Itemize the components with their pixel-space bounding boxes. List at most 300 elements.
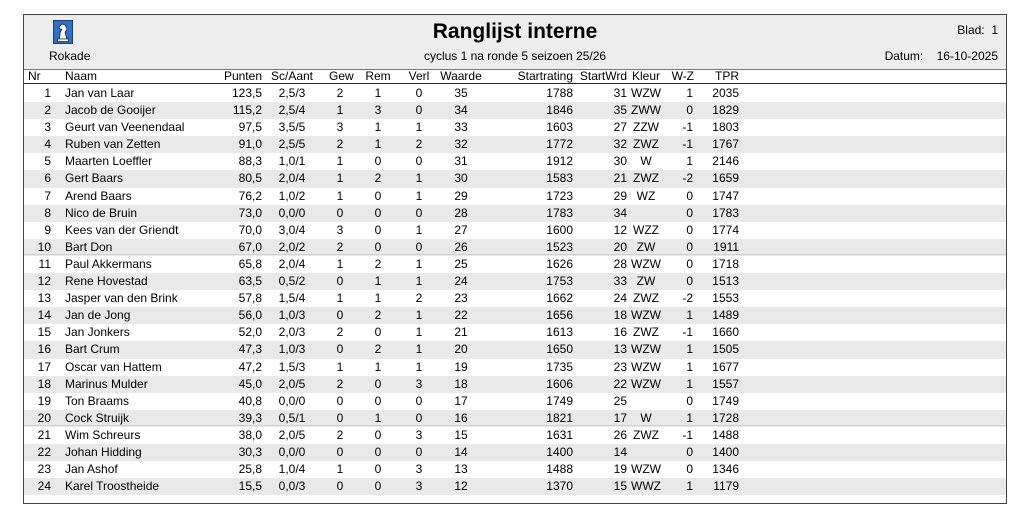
cell-naam: Nico de Bruin [65, 205, 138, 220]
cell-w-z: 0 [686, 444, 693, 459]
cell-kleur: WZW [631, 342, 661, 357]
table-row [24, 461, 1006, 478]
cell-kleur: ZWW [631, 103, 661, 118]
cell-kleur: W [640, 410, 652, 425]
cell-waarde: 17 [454, 393, 468, 408]
cell-rem: 0 [374, 462, 382, 477]
cell-sc-aant: 0,0/3 [278, 479, 306, 494]
cell-gew: 0 [336, 342, 344, 357]
column-header-rem: Rem [365, 69, 391, 83]
cell-verl: 3 [415, 479, 423, 494]
table-row [24, 239, 1006, 256]
cell-rem: 2 [374, 256, 382, 271]
cell-gew: 2 [336, 86, 344, 100]
cell-punten: 80,5 [238, 171, 262, 186]
cell-w-z: -1 [682, 427, 693, 442]
table-row [24, 273, 1006, 290]
cell-kleur: WZW [631, 308, 661, 323]
cell-gew: 1 [336, 103, 344, 118]
cell-verl: 1 [415, 171, 423, 186]
cell-w-z: 1 [686, 410, 693, 425]
cell-kleur: WZW [631, 86, 661, 100]
report-date-label: Datum: [884, 49, 924, 63]
cell-nr: 8 [44, 205, 51, 220]
cell-sc-aant: 2,0/3 [278, 325, 306, 340]
cell-tpr: 2035 [712, 86, 739, 100]
column-header-gew: Gew [329, 69, 354, 83]
cell-tpr: 1718 [712, 256, 739, 271]
cell-kleur: ZWZ [633, 427, 659, 442]
cell-verl: 2 [415, 291, 423, 306]
cell-tpr: 1728 [712, 410, 739, 425]
cell-waarde: 22 [454, 308, 468, 323]
table-row [24, 136, 1006, 153]
cell-gew: 0 [336, 393, 344, 408]
column-header-startwrd: StartWrd [579, 69, 627, 83]
cell-startrating: 1606 [546, 376, 573, 391]
cell-punten: 123,5 [231, 86, 262, 100]
cell-gew: 2 [336, 376, 344, 391]
table-row [24, 324, 1006, 341]
cell-kleur: WZW [631, 462, 661, 477]
cell-punten: 91,0 [238, 137, 262, 152]
cell-punten: 47,2 [238, 359, 262, 374]
cell-waarde: 28 [454, 205, 468, 220]
cell-naam: Arend Baars [65, 188, 132, 203]
table-row [24, 359, 1006, 376]
cell-sc-aant: 0,0/0 [278, 444, 306, 459]
table-row [24, 410, 1006, 427]
cell-gew: 1 [336, 154, 344, 169]
cell-rem: 1 [374, 359, 382, 374]
cell-verl: 0 [415, 410, 423, 425]
cell-startwrd: 27 [613, 120, 627, 135]
cell-punten: 57,8 [238, 291, 262, 306]
cell-verl: 0 [415, 393, 423, 408]
cell-kleur: ZW [636, 274, 656, 289]
cell-w-z: 1 [686, 308, 693, 323]
cell-startrating: 1753 [546, 274, 573, 289]
cell-gew: 0 [336, 308, 344, 323]
cell-tpr: 1749 [712, 393, 739, 408]
cell-nr: 11 [38, 256, 51, 271]
cell-waarde: 23 [454, 291, 468, 306]
cell-rem: 0 [374, 222, 382, 237]
cell-kleur: WZZ [633, 222, 659, 237]
cell-tpr: 1677 [712, 359, 739, 374]
page-subtitle: cyclus 1 na ronde 5 seizoen 25/26 [423, 49, 607, 63]
table-row [24, 341, 1006, 358]
cell-startwrd: 18 [613, 308, 627, 323]
cell-startrating: 1656 [546, 308, 573, 323]
column-header-nr: Nr [28, 69, 41, 83]
cell-nr: 14 [37, 308, 51, 323]
cell-gew: 3 [336, 120, 344, 135]
cell-naam: Karel Troostheide [65, 479, 160, 494]
cell-sc-aant: 2,5/4 [278, 103, 306, 118]
cell-gew: 2 [336, 325, 344, 340]
cell-nr: 5 [44, 154, 51, 169]
table-row [24, 205, 1006, 222]
cell-sc-aant: 1,5/3 [278, 359, 306, 374]
page-title: Ranglijst interne [432, 20, 598, 43]
cell-nr: 19 [37, 393, 51, 408]
cell-gew: 0 [336, 479, 344, 494]
table-row [24, 290, 1006, 307]
cell-w-z: -2 [682, 291, 693, 306]
cell-waarde: 27 [454, 222, 468, 237]
cell-verl: 3 [415, 427, 423, 442]
cell-waarde: 26 [454, 239, 468, 254]
column-header-tpr: TPR [715, 69, 739, 83]
cell-w-z: 1 [686, 154, 693, 169]
cell-punten: 76,2 [238, 188, 262, 203]
cell-kleur: ZW [636, 239, 656, 254]
cell-startrating: 1650 [546, 342, 573, 357]
cell-naam: Maarten Loeffler [65, 154, 153, 169]
cell-sc-aant: 1,0/3 [278, 308, 306, 323]
cell-nr: 21 [37, 427, 51, 442]
cell-naam: Ruben van Zetten [65, 137, 161, 152]
cell-gew: 2 [336, 427, 344, 442]
cell-verl: 0 [415, 239, 423, 254]
cell-rem: 0 [374, 479, 382, 494]
cell-verl: 0 [415, 154, 423, 169]
cell-sc-aant: 1,5/4 [278, 291, 306, 306]
cell-rem: 1 [374, 274, 382, 289]
table-row [24, 222, 1006, 239]
cell-startrating: 1370 [546, 479, 573, 494]
table-row [24, 170, 1006, 187]
cell-w-z: 0 [686, 222, 693, 237]
cell-kleur: WZ [636, 188, 656, 203]
cell-rem: 0 [374, 154, 382, 169]
cell-waarde: 31 [454, 154, 468, 169]
cell-kleur: ZWZ [633, 171, 659, 186]
cell-tpr: 1179 [713, 479, 739, 494]
cell-verl: 1 [415, 256, 423, 271]
cell-gew: 0 [336, 205, 344, 220]
cell-gew: 1 [336, 188, 344, 203]
cell-waarde: 21 [454, 325, 468, 340]
table-row [24, 85, 1006, 102]
cell-waarde: 14 [454, 444, 468, 459]
cell-sc-aant: 1,0/2 [278, 188, 306, 203]
cell-punten: 47,3 [238, 342, 262, 357]
cell-tpr: 1829 [712, 103, 739, 118]
column-header-row [24, 69, 1006, 84]
cell-w-z: 1 [686, 479, 693, 494]
cell-verl: 1 [415, 325, 423, 340]
club-name: Rokade [49, 49, 91, 63]
cell-naam: Jacob de Gooijer [65, 103, 156, 118]
cell-rem: 0 [374, 393, 382, 408]
cell-startwrd: 21 [613, 171, 627, 186]
cell-tpr: 1803 [712, 120, 739, 135]
cell-startwrd: 25 [613, 393, 627, 408]
cell-waarde: 33 [454, 120, 468, 135]
cell-rem: 1 [374, 120, 382, 135]
cell-nr: 16 [37, 342, 51, 357]
table-row [24, 478, 1006, 495]
cell-startwrd: 24 [613, 291, 627, 306]
table-row [24, 153, 1006, 170]
cell-rem: 2 [374, 308, 382, 323]
table-row [24, 188, 1006, 205]
cell-sc-aant: 2,0/4 [278, 171, 306, 186]
cell-tpr: 1747 [712, 188, 739, 203]
cell-nr: 22 [37, 444, 51, 459]
cell-tpr: 1557 [712, 376, 739, 391]
ranking-table-body [24, 85, 1006, 495]
cell-startwrd: 12 [613, 222, 627, 237]
sheet-header [24, 15, 1006, 70]
column-header-startrating: Startrating [517, 69, 573, 83]
cell-verl: 1 [415, 188, 423, 203]
cell-sc-aant: 1,0/4 [278, 462, 306, 477]
cell-verl: 0 [415, 205, 423, 220]
cell-naam: Paul Akkermans [65, 256, 152, 271]
cell-waarde: 16 [454, 410, 468, 425]
cell-gew: 0 [336, 410, 344, 425]
cell-verl: 3 [415, 376, 423, 391]
cell-waarde: 24 [454, 274, 468, 289]
cell-w-z: 0 [686, 103, 693, 118]
cell-naam: Ton Braams [65, 393, 130, 408]
cell-naam: Jan Jonkers [65, 325, 130, 340]
cell-waarde: 19 [454, 359, 468, 374]
cell-punten: 88,3 [238, 154, 262, 169]
cell-w-z: 0 [686, 256, 693, 271]
cell-tpr: 1488 [712, 427, 739, 442]
cell-waarde: 29 [454, 188, 468, 203]
cell-gew: 2 [336, 239, 344, 254]
table-row [24, 444, 1006, 461]
cell-w-z: 0 [686, 393, 693, 408]
cell-startwrd: 13 [613, 342, 627, 357]
cell-tpr: 1553 [712, 291, 739, 306]
cell-naam: Jan van Laar [65, 86, 135, 100]
cell-startwrd: 31 [613, 86, 627, 100]
cell-w-z: -1 [682, 325, 693, 340]
cell-sc-aant: 2,0/5 [278, 427, 306, 442]
cell-verl: 1 [415, 359, 423, 374]
cell-sc-aant: 0,5/1 [278, 410, 306, 425]
cell-sc-aant: 0,0/0 [278, 393, 306, 408]
cell-w-z: 0 [686, 205, 693, 220]
cell-startwrd: 30 [613, 154, 627, 169]
cell-sc-aant: 2,0/5 [278, 376, 306, 391]
cell-startrating: 1400 [546, 444, 573, 459]
cell-naam: Jan de Jong [65, 308, 131, 323]
table-row [24, 376, 1006, 393]
cell-nr: 9 [44, 222, 51, 237]
cell-w-z: -1 [682, 137, 693, 152]
cell-verl: 0 [415, 86, 423, 100]
cell-punten: 73,0 [238, 205, 262, 220]
cell-rem: 0 [374, 427, 382, 442]
cell-sc-aant: 2,0/4 [278, 256, 306, 271]
cell-sc-aant: 2,0/2 [278, 239, 306, 254]
cell-gew: 1 [336, 462, 344, 477]
cell-w-z: 0 [686, 239, 693, 254]
cell-gew: 2 [336, 137, 344, 152]
cell-verl: 1 [415, 222, 423, 237]
cell-waarde: 20 [454, 342, 468, 357]
cell-naam: Gert Baars [65, 171, 124, 186]
cell-startrating: 1788 [546, 86, 573, 100]
cell-kleur: WZW [631, 256, 661, 271]
column-header-sc-aant: Sc/Aant [270, 69, 314, 83]
cell-naam: Bart Don [65, 239, 113, 254]
cell-startrating: 1662 [546, 291, 573, 306]
cell-naam: Wim Schreurs [65, 427, 141, 442]
cell-tpr: 1774 [712, 222, 739, 237]
cell-nr: 3 [44, 120, 51, 135]
cell-rem: 2 [374, 171, 382, 186]
cell-startwrd: 14 [613, 444, 627, 459]
cell-startrating: 1626 [546, 256, 573, 271]
cell-gew: 0 [336, 274, 344, 289]
cell-gew: 1 [336, 171, 344, 186]
column-header-punten: Punten [223, 69, 262, 83]
cell-startwrd: 34 [613, 205, 627, 220]
cell-startwrd: 28 [613, 256, 627, 271]
cell-nr: 13 [37, 291, 51, 306]
report-date-value: 16-10-2025 [936, 49, 998, 63]
cell-tpr: 1767 [712, 137, 739, 152]
cell-rem: 0 [374, 188, 382, 203]
cell-rem: 1 [374, 291, 382, 306]
cell-startwrd: 32 [613, 137, 627, 152]
cell-gew: 1 [336, 359, 344, 374]
cell-kleur: ZWZ [633, 325, 659, 340]
cell-waarde: 18 [454, 376, 468, 391]
page-number [957, 23, 998, 37]
page-number-label: Blad: [957, 23, 985, 37]
cell-rem: 0 [374, 205, 382, 220]
cell-punten: 40,8 [238, 393, 262, 408]
column-header-w-z: W-Z [671, 69, 694, 83]
cell-w-z: 1 [686, 376, 693, 391]
cell-sc-aant: 0,5/2 [278, 274, 306, 289]
cell-naam: Oscar van Hattem [65, 359, 162, 374]
cell-punten: 30,3 [238, 444, 262, 459]
cell-kleur: ZWZ [633, 137, 659, 152]
cell-punten: 56,0 [238, 308, 262, 323]
cell-w-z: -2 [682, 171, 693, 186]
cell-startwrd: 19 [613, 462, 627, 477]
cell-tpr: 1659 [712, 171, 739, 186]
cell-verl: 0 [415, 444, 423, 459]
cell-nr: 15 [37, 325, 51, 340]
cell-gew: 3 [336, 222, 344, 237]
cell-nr: 18 [37, 376, 51, 391]
cell-startrating: 1488 [546, 462, 573, 477]
cell-naam: Marinus Mulder [65, 376, 148, 391]
cell-naam: Geurt van Veenendaal [65, 120, 185, 135]
report-date [885, 49, 998, 63]
cell-naam: Rene Hovestad [65, 274, 148, 289]
cell-startrating: 1783 [546, 205, 573, 220]
cell-startwrd: 17 [613, 410, 627, 425]
cell-startwrd: 26 [613, 427, 627, 442]
cell-nr: 12 [37, 274, 51, 289]
cell-rem: 2 [374, 342, 382, 357]
cell-w-z: 0 [686, 188, 693, 203]
cell-tpr: 1660 [712, 325, 739, 340]
cell-naam: Bart Crum [65, 342, 120, 357]
cell-sc-aant: 3,5/5 [278, 120, 306, 135]
cell-naam: Kees van der Griendt [65, 222, 179, 237]
cell-naam: Cock Struijk [65, 410, 130, 425]
cell-w-z: 1 [686, 359, 693, 374]
cell-rem: 1 [374, 86, 382, 100]
cell-startrating: 1603 [546, 120, 573, 135]
cell-rem: 0 [374, 325, 382, 340]
cell-rem: 1 [374, 137, 382, 152]
cell-startrating: 1735 [546, 359, 573, 374]
cell-w-z: 1 [686, 342, 693, 357]
table-row [24, 256, 1006, 273]
column-header-verl: Verl [408, 69, 430, 83]
cell-nr: 2 [44, 103, 51, 118]
cell-tpr: 1513 [712, 274, 739, 289]
cell-punten: 45,0 [238, 376, 262, 391]
cell-startrating: 1749 [546, 393, 573, 408]
table-row [24, 119, 1006, 136]
cell-sc-aant: 2,5/3 [278, 86, 306, 100]
cell-verl: 1 [415, 120, 423, 135]
cell-startrating: 1821 [546, 410, 573, 425]
cell-tpr: 1400 [712, 444, 739, 459]
cell-waarde: 13 [454, 462, 468, 477]
cell-waarde: 25 [454, 256, 468, 271]
cell-w-z: -1 [682, 120, 693, 135]
cell-nr: 1 [44, 86, 51, 100]
cell-nr: 23 [37, 462, 51, 477]
cell-rem: 1 [374, 410, 382, 425]
cell-kleur: ZZW [633, 120, 659, 135]
cell-w-z: 1 [686, 86, 693, 100]
cell-sc-aant: 1,0/1 [278, 154, 306, 169]
cell-punten: 38,0 [238, 427, 262, 442]
cell-sc-aant: 0,0/0 [278, 205, 306, 220]
cell-waarde: 34 [454, 103, 468, 118]
cell-tpr: 1911 [713, 239, 739, 254]
cell-startrating: 1583 [546, 171, 573, 186]
column-header-kleur: Kleur [631, 69, 660, 83]
cell-nr: 17 [37, 359, 51, 374]
cell-startwrd: 22 [613, 376, 627, 391]
cell-punten: 39,3 [238, 410, 262, 425]
cell-kleur: W [640, 154, 652, 169]
cell-verl: 3 [415, 462, 423, 477]
cell-verl: 1 [415, 308, 423, 323]
cell-verl: 0 [415, 103, 423, 118]
cell-startrating: 1846 [546, 103, 573, 118]
cell-sc-aant: 2,5/5 [278, 137, 306, 152]
cell-w-z: 0 [686, 274, 693, 289]
cell-startwrd: 29 [613, 188, 627, 203]
cell-tpr: 1505 [712, 342, 739, 357]
cell-startwrd: 15 [613, 479, 627, 494]
cell-punten: 52,0 [238, 325, 262, 340]
table-row [24, 102, 1006, 119]
column-header-naam: Naam [65, 69, 98, 83]
cell-nr: 4 [44, 137, 51, 152]
cell-nr: 10 [37, 239, 51, 254]
